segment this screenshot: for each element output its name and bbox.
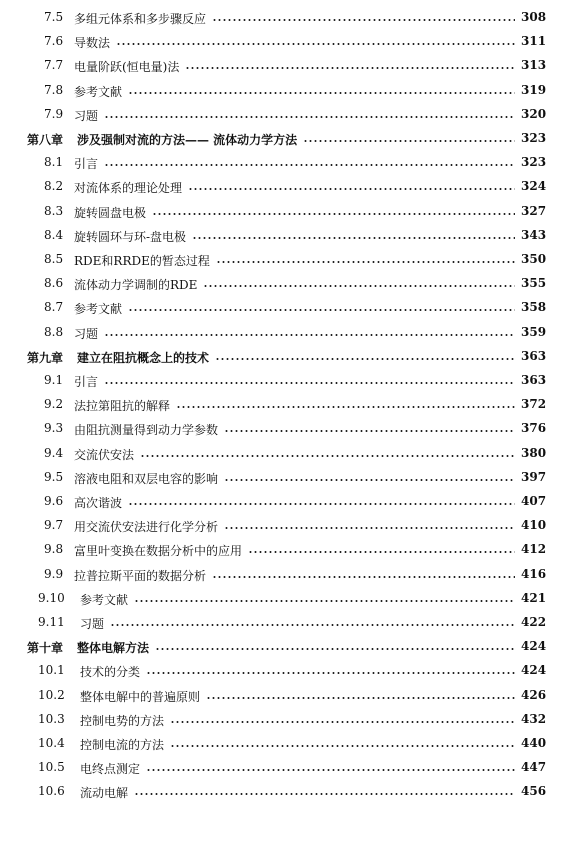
toc-section-row [0,7,572,29]
section-number: 9.10 [38,590,65,605]
page-number: 380 [521,445,547,460]
page-number: 376 [521,421,547,436]
section-title: 溶液电阻和双层电容的影响 [74,471,219,486]
toc-section-row [0,55,572,77]
dot-leader [185,67,515,69]
toc-section-row [0,757,572,779]
page-number: 422 [521,615,547,629]
toc-section-row [0,612,572,634]
page-number: 350 [521,252,547,266]
section-title: 习题 [74,108,99,123]
toc-section-row [0,491,572,513]
section-number: 9.9 [44,566,64,581]
toc-section-row [0,709,572,731]
toc-section-row [0,733,572,755]
section-number: 9.1 [44,373,64,387]
section-title: 拉普拉斯平面的数据分析 [74,568,207,583]
page-number: 323 [521,155,547,170]
page-number: 308 [521,10,547,24]
toc-section-row [0,80,572,102]
section-title: 整体电解中的普遍原则 [80,689,201,704]
page-number: 372 [521,397,547,412]
toc-section-row [0,201,572,223]
section-title: 交流伏安法 [74,447,135,462]
dot-leader [192,237,515,239]
section-title: 参考文献 [74,84,123,99]
section-title: 技术的分类 [80,665,141,680]
toc-section-row [0,467,572,489]
section-title: 对流体系的理论处理 [74,181,183,196]
toc-section-row [0,322,572,344]
section-number: 10.1 [38,663,65,678]
toc-section-row [0,418,572,440]
dot-leader [248,551,515,553]
dot-leader [134,793,515,795]
dot-leader [152,213,515,215]
dot-leader [128,92,515,94]
page-number: 440 [521,736,547,750]
dot-leader [224,430,515,432]
dot-leader [128,309,515,311]
page-number: 363 [521,373,547,387]
page-number: 358 [521,300,547,315]
section-title: 习题 [74,326,99,341]
page-number: 412 [521,542,547,557]
toc-section-row [0,152,572,174]
dot-leader [116,43,515,45]
page-number: 313 [521,58,547,73]
chapter-title: 涉及强制对流的方法—— 流体动力学方法 [77,133,298,147]
section-number: 9.4 [44,445,64,460]
dot-leader [216,261,515,263]
dot-leader [110,624,515,626]
page-number: 432 [521,711,547,726]
page-number: 410 [521,518,547,533]
page-number: 355 [521,276,547,291]
dot-leader [212,576,515,578]
dot-leader [224,527,515,529]
toc-section-row [0,394,572,416]
toc-chapter-row [0,346,572,368]
section-title: 流体动力学调制的RDE [74,278,198,293]
section-title: 参考文献 [74,302,123,317]
section-number: 8.7 [44,300,64,315]
section-number: 7.7 [44,58,64,73]
section-title: 富里叶变换在数据分析中的应用 [74,544,243,559]
toc-section-row [0,273,572,295]
section-title: 参考文献 [80,592,129,607]
section-title: 控制电流的方法 [80,738,165,752]
section-title: 多组元体系和多步骤反应 [74,12,207,26]
section-title: 电终点测定 [80,762,141,777]
section-number: 8.1 [44,155,64,170]
section-number: 10.4 [38,736,65,750]
page-number: 426 [521,687,547,702]
section-number: 10.5 [38,760,65,775]
page-number: 359 [521,324,547,339]
section-number: 7.8 [44,82,64,97]
section-number: 10.2 [38,687,65,702]
page-number: 424 [521,663,547,678]
toc-section-row [0,31,572,53]
dot-leader [104,116,515,118]
section-number: 9.3 [44,421,64,436]
section-number: 9.7 [44,518,64,533]
dot-leader [170,721,515,723]
chapter-number: 第九章 [27,350,64,365]
dot-leader [140,455,515,457]
toc-section-row [0,370,572,392]
page-number: 424 [521,639,547,654]
toc-section-row [0,515,572,537]
chapter-title: 建立在阻抗概念上的技术 [77,350,210,365]
page-number: 311 [521,34,547,49]
section-title: 引言 [74,375,99,389]
section-number: 8.8 [44,324,64,339]
section-number: 9.5 [44,469,64,484]
section-title: 习题 [80,617,105,631]
page-number: 397 [521,469,547,484]
dot-leader [146,672,515,674]
section-title: RDE和RRDE的暂态过程 [74,254,210,268]
section-number: 9.2 [44,397,64,412]
toc-section-row [0,297,572,319]
section-title: 流动电解 [80,786,129,801]
chapter-number: 第八章 [27,133,64,147]
toc-section-row [0,539,572,561]
section-title: 控制电势的方法 [80,713,165,728]
chapter-number: 第十章 [27,641,64,656]
section-number: 10.3 [38,711,65,726]
page-number: 407 [521,494,547,508]
chapter-title: 整体电解方法 [77,641,150,656]
dot-leader [203,285,515,287]
dot-leader [176,406,515,408]
page-number: 324 [521,179,547,194]
page-number: 363 [521,348,547,363]
page-number: 319 [521,82,547,97]
dot-leader [212,19,515,21]
toc-section-row [0,564,572,586]
page-number: 421 [521,590,547,605]
toc-section-row [0,660,572,682]
page-number: 323 [521,131,547,145]
dot-leader [170,745,515,747]
dot-leader [104,382,515,384]
toc-section-row [0,685,572,707]
toc-section-row [0,249,572,271]
section-number: 9.8 [44,542,64,557]
section-number: 8.2 [44,179,64,194]
section-number: 7.6 [44,34,64,49]
dot-leader [215,358,515,360]
section-number: 7.5 [44,10,64,24]
section-title: 由阻抗测量得到动力学参数 [74,423,219,438]
dot-leader [104,164,515,166]
toc-chapter-row [0,636,572,658]
section-number: 8.6 [44,276,64,291]
section-title: 引言 [74,157,99,172]
section-title: 法拉第阻抗的解释 [74,399,171,414]
toc-chapter-row [0,128,572,150]
page-number: 327 [521,203,547,218]
page-number: 320 [521,106,547,121]
dot-leader [104,334,515,336]
section-number: 9.11 [38,615,65,629]
toc-section-row [0,176,572,198]
dot-leader [188,188,515,190]
section-title: 旋转圆环与环-盘电极 [74,229,187,244]
dot-leader [224,479,515,481]
dot-leader [155,648,515,650]
section-title: 高次谐波 [74,496,123,510]
section-number: 9.6 [44,494,64,508]
section-title: 导数法 [74,36,111,51]
section-number: 8.4 [44,227,64,242]
toc-section-row [0,225,572,247]
dot-leader [134,600,515,602]
toc-section-row [0,781,572,803]
toc-section-row [0,443,572,465]
dot-leader [128,503,515,505]
page-number: 456 [521,784,547,799]
section-title: 电量阶跃(恒电量)法 [74,60,180,75]
section-title: 用交流伏安法进行化学分析 [74,520,219,535]
dot-leader [303,140,515,142]
section-number: 7.9 [44,106,64,121]
section-title: 旋转圆盘电极 [74,205,147,220]
page-number: 447 [521,760,547,775]
page-number: 343 [521,227,547,242]
section-number: 8.5 [44,252,64,266]
dot-leader [146,769,515,771]
section-number: 8.3 [44,203,64,218]
section-number: 10.6 [38,784,65,799]
page-number: 416 [521,566,547,581]
toc-section-row [0,104,572,126]
toc-section-row [0,588,572,610]
dot-leader [206,697,515,699]
